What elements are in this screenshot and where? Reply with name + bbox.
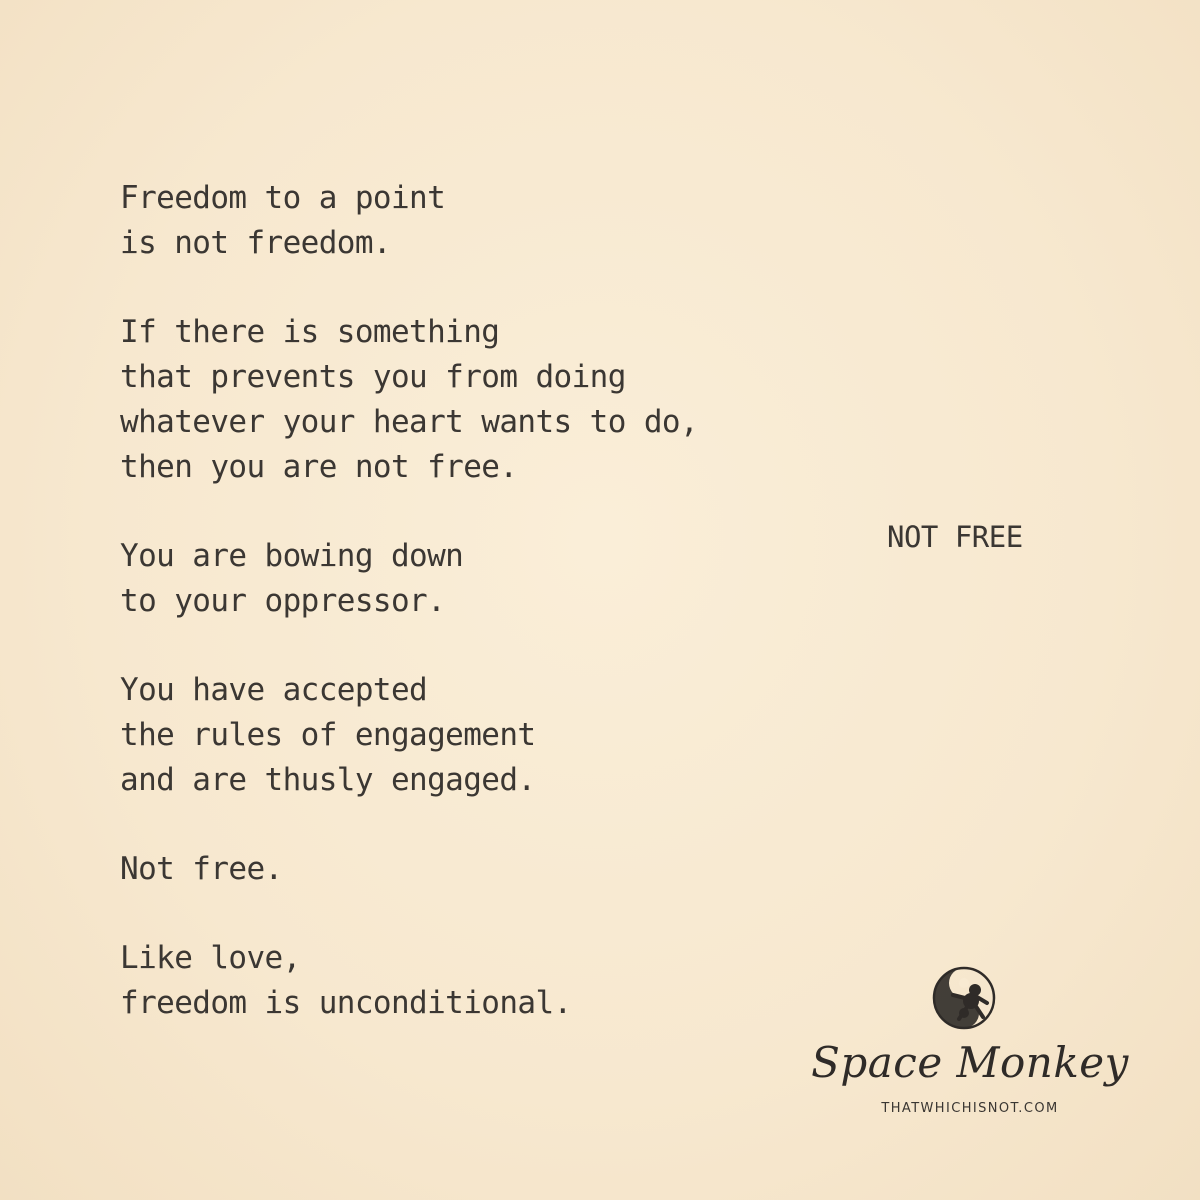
stanza — [120, 668, 800, 803]
poem-line: to your oppressor. — [120, 583, 446, 619]
stanza — [120, 534, 800, 624]
stanza — [120, 847, 800, 892]
poem-line: You are bowing down — [120, 538, 464, 574]
poem-line: Like love, — [120, 940, 301, 976]
poem-line: the rules of engagement — [120, 717, 536, 753]
poem-line: is not freedom. — [120, 225, 391, 261]
poem-line: that prevents you from doing — [120, 359, 626, 395]
poem-line: If there is something — [120, 314, 500, 350]
space-monkey-logo — [800, 960, 1140, 1140]
stanza — [120, 310, 800, 490]
poem-line: Not free. — [120, 851, 283, 887]
poem — [120, 176, 800, 1070]
stanza — [120, 176, 800, 266]
poem-line: freedom is unconditional. — [120, 985, 572, 1021]
logo-url: THATWHICHISNOT.COM — [881, 1101, 1059, 1116]
poem-line: You have accepted — [120, 672, 428, 708]
logo-name: Space Monkey — [811, 1038, 1129, 1087]
poem-line: then you are not free. — [120, 449, 518, 485]
poem-line: whatever your heart wants to do, — [120, 404, 699, 440]
poem-line: Freedom to a point — [120, 180, 446, 216]
side-title: NOT FREE — [887, 520, 1023, 554]
poem-line: and are thusly engaged. — [120, 762, 536, 798]
stanza — [120, 936, 800, 1026]
monkey-yin-yang-icon — [931, 965, 997, 1031]
